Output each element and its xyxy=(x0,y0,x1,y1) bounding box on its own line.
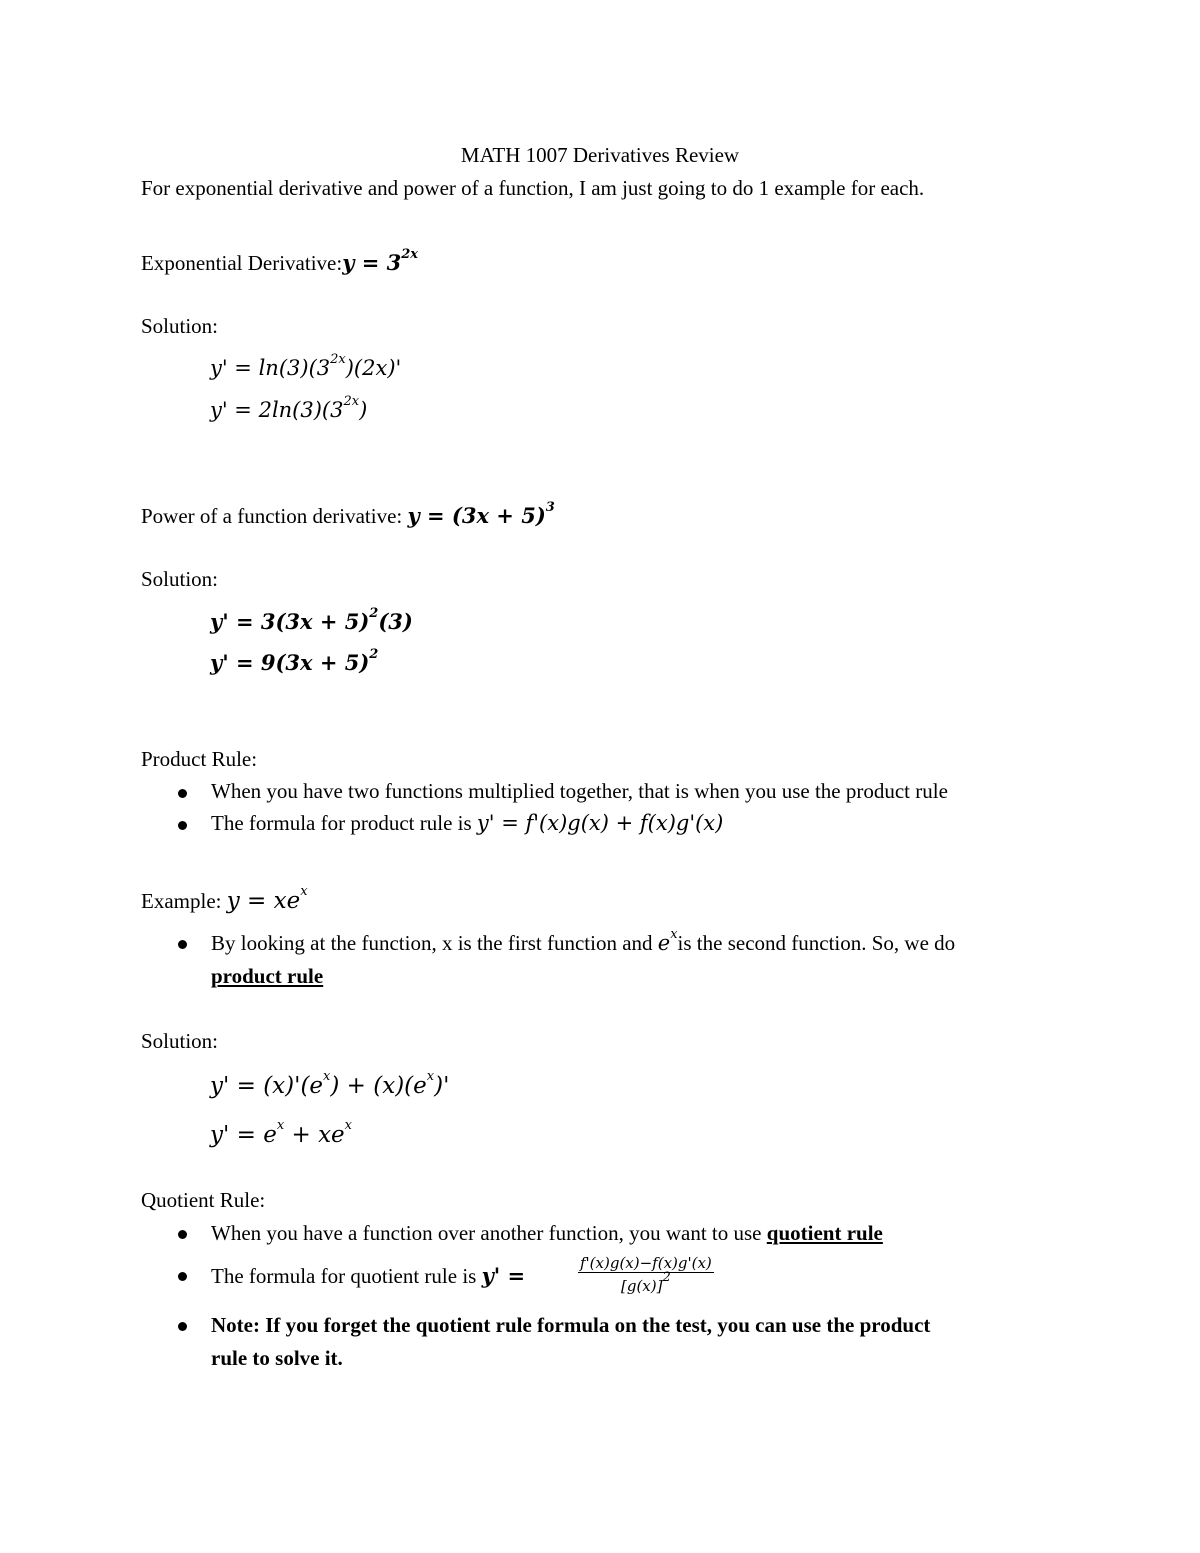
quotient-denominator: $[g(x)]^2$ xyxy=(621,1270,671,1295)
power-solution-line-1: $y' = 3(3x + 5)^2(3)$ xyxy=(210,606,413,634)
product-solution-line-1: $y' = (x)'(e^x) + (x)(e^x)'$ xyxy=(210,1069,450,1099)
quotient-note-line-2: rule to solve it. xyxy=(211,1346,343,1370)
exponential-solution-label: Solution: xyxy=(141,314,219,338)
exponential-solution-line-1: $y' = \ln(3)(3^{2x})(2x)'$ xyxy=(210,352,402,380)
product-solution-label: Solution: xyxy=(141,1029,219,1053)
power-label: Power of a function derivative: xyxy=(141,504,403,528)
example-label: Example: xyxy=(141,889,222,913)
quotient-rule-link[interactable]: quotient rule xyxy=(766,1221,883,1245)
exponential-section xyxy=(141,247,419,276)
quotient-numerator: f'(x)g(x)−f(x)g'(x) xyxy=(580,1254,712,1272)
quotient-rule-bullet-1: When you have a function over another function, you want to use quotient rule xyxy=(211,1221,883,1245)
bullet-icon xyxy=(178,1322,187,1331)
bullet-icon xyxy=(178,821,187,830)
quotient-formula-fraction xyxy=(578,1254,714,1295)
exponential-equation: $y = 3^{2x}$ xyxy=(342,247,419,275)
quotient-rule-heading: Quotient Rule: xyxy=(141,1188,266,1212)
quotient-rule-bullet-2: The formula for quotient rule is y' = xyxy=(211,1263,526,1288)
power-equation: $y = (3x + 5)^3$ xyxy=(407,500,555,528)
intro-text: For exponential derivative and power of a function, I am just going to do 1 example for each. xyxy=(141,176,925,200)
product-rule-formula: y' = f'(x)g(x) + f(x)g'(x) xyxy=(476,811,724,835)
product-example-explanation: By looking at the function, x is the first function and $e^xis$ the second function. So, we do xyxy=(211,927,956,955)
quotient-formula-lhs: y' = xyxy=(481,1263,526,1288)
page-title: MATH 1007 Derivatives Review xyxy=(460,143,740,167)
product-example xyxy=(141,884,308,914)
bullet-icon xyxy=(178,940,187,949)
bullet-icon xyxy=(178,1230,187,1239)
bullet-icon xyxy=(178,789,187,798)
product-rule-link[interactable]: product rule xyxy=(211,964,324,988)
product-rule-bullet-1: When you have two functions multiplied together, that is when you use the product rule xyxy=(211,779,948,803)
bullet-icon xyxy=(178,1272,187,1281)
product-rule-heading: Product Rule: xyxy=(141,747,258,771)
power-solution-line-2: $y' = 9(3x + 5)^2$ xyxy=(210,647,379,675)
power-section xyxy=(141,500,555,529)
exponential-label: Exponential Derivative: xyxy=(141,251,343,275)
exponential-solution-line-2: $y' = 2\ln(3)(3^{2x})$ xyxy=(210,394,368,422)
product-solution-line-2: $y' = e^x + xe^x$ xyxy=(210,1118,352,1148)
example-equation: $y = xe^x$ xyxy=(226,884,308,914)
power-solution-label: Solution: xyxy=(141,567,219,591)
quotient-note-line-1: Note: If you forget the quotient rule formula on the test, you can use the product xyxy=(211,1313,931,1337)
product-rule-bullet-2: The formula for product rule is y' = f'(x)g(x) + f(x)g'(x) xyxy=(211,811,724,835)
